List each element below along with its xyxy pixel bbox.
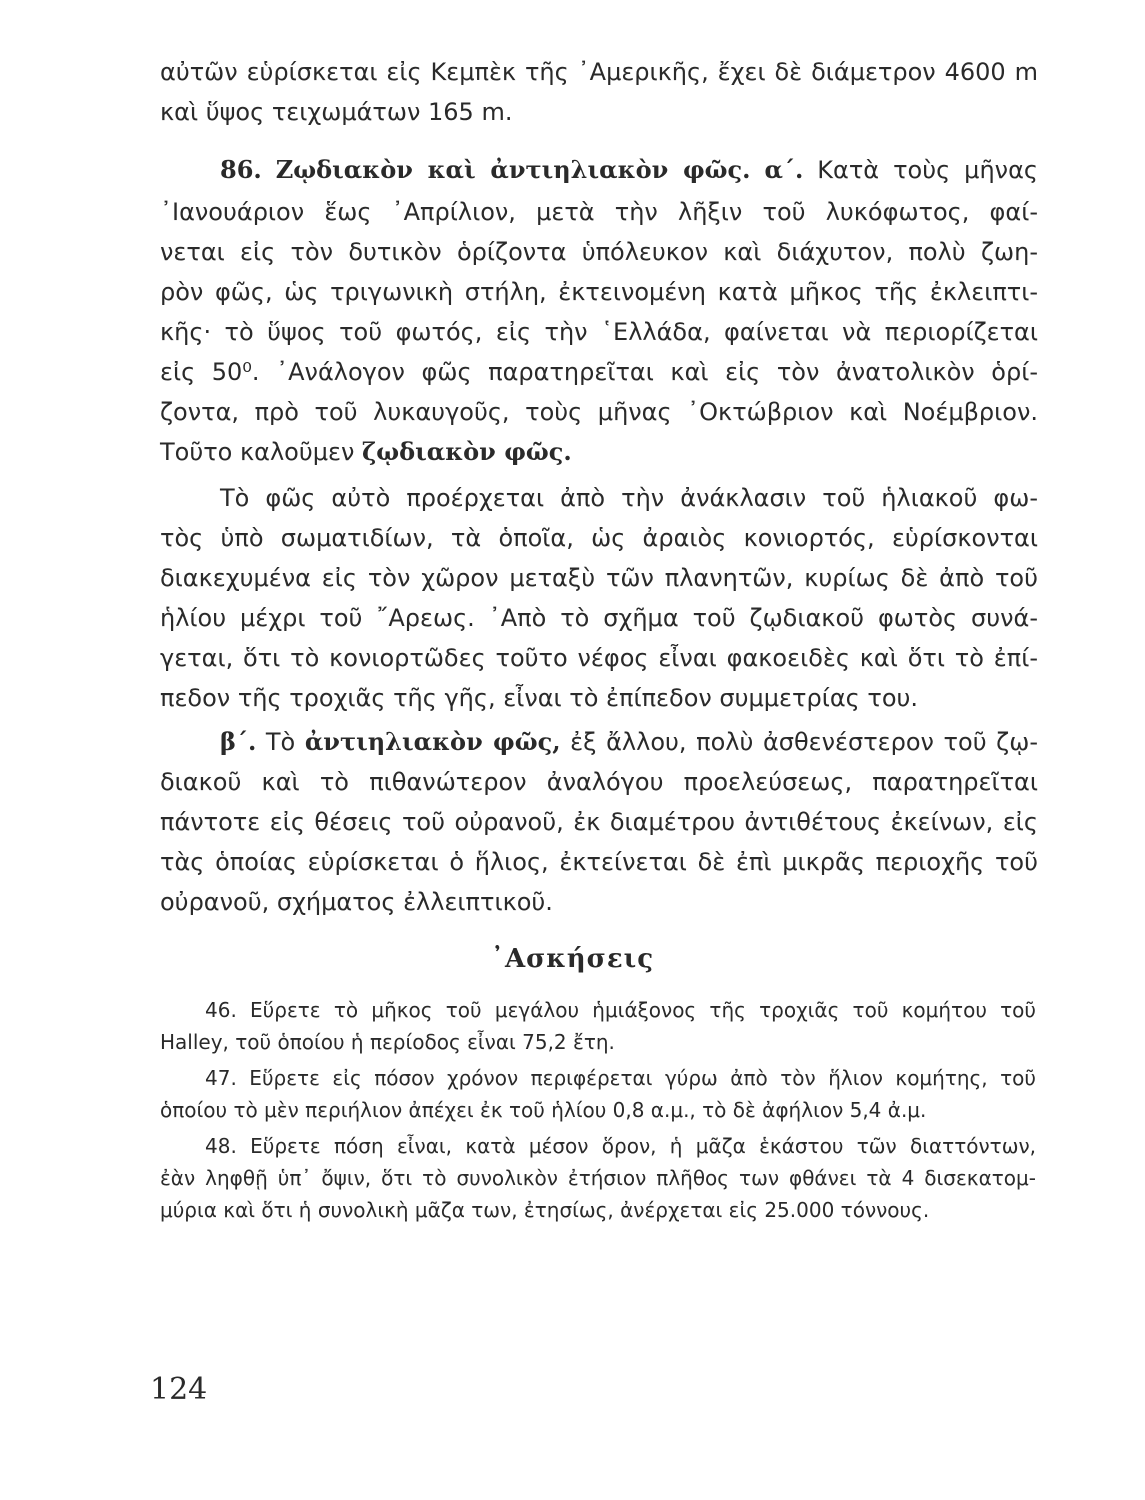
- term-gegenschein: ἀντιηλιακὸν φῶς,: [304, 727, 561, 756]
- exercise-line: ὁποίου τὸ μὲν περιήλιον ἀπέχει ἐκ τοῦ ἡλίου 0,8 α.μ., τὸ δὲ ἀφήλιον 5,4 ἀ.μ.: [160, 1098, 927, 1122]
- exercise-line: ἐὰν ληφθῇ ὑπ᾽ ὄψιν, ὅτι τὸ συνολικὸν ἐτήσιον πλῆθος των φθάνει τὰ 4 δισεκατομ-: [160, 1166, 1036, 1190]
- section-86-title-line: [220, 150, 1038, 190]
- text-fragment: Τὸ: [265, 728, 296, 756]
- section-number: 86.: [220, 155, 262, 184]
- text-line: ἡλίου μέχρι τοῦ ῎Αρεως. ᾽Απὸ τὸ σχῆμα τοῦ ζῳδιακοῦ φωτὸς συνά-: [160, 604, 1038, 632]
- text-line: νεται εἰς τὸν δυτικὸν ὁρίζοντα ὑπόλευκον καὶ διάχυτον, πολὺ ζωη-: [160, 238, 1038, 266]
- text-line: εἰς 50⁰. ᾽Ανάλογον φῶς παρατηρεῖται καὶ εἰς τὸν ἀνατολικὸν ὁρί-: [160, 358, 1038, 386]
- text-line: πάντοτε εἰς θέσεις τοῦ οὐρανοῦ, ἐκ διαμέτρου ἀντιθέτους ἐκείνων, εἰς: [160, 808, 1038, 836]
- text-line: ρὸν φῶς, ὡς τριγωνικὴ στήλη, ἐκτεινομένη κατὰ μῆκος τῆς ἐκλειπτι-: [160, 278, 1038, 306]
- text-line: οὐρανοῦ, σχήματος ἐλλειπτικοῦ.: [160, 888, 553, 916]
- section-title: Ζῳδιακὸν καὶ ἀντιηλιακὸν φῶς.: [275, 155, 751, 184]
- text-line: αὐτῶν εὑρίσκεται εἰς Κεμπὲκ τῆς ᾽Αμερικῆς, ἔχει δὲ διάμετρον 4600 m: [160, 58, 1038, 86]
- exercise-line: 46. Εὕρετε τὸ μῆκος τοῦ μεγάλου ἡμιάξονος τῆς τροχιᾶς τοῦ κομήτου τοῦ: [205, 998, 1036, 1022]
- text-fragment: Κατὰ τοὺς μῆνας: [817, 156, 1038, 184]
- text-line: [160, 432, 1038, 472]
- exercises-heading: ᾽Ασκήσεις: [490, 944, 655, 974]
- text-line: διακεχυμένα εἰς τὸν χῶρον μεταξὺ τῶν πλανητῶν, κυρίως δὲ ἀπὸ τοῦ: [160, 564, 1038, 592]
- exercise-line: 48. Εὕρετε πόση εἶναι, κατὰ μέσον ὅρον, ἡ μᾶζα ἑκάστου τῶν διαττόντων,: [205, 1134, 1036, 1158]
- text-line: γεται, ὅτι τὸ κονιορτῶδες τοῦτο νέφος εἶναι φακοειδὲς καὶ ὅτι τὸ ἐπί-: [160, 644, 1038, 672]
- text-line: διακοῦ καὶ τὸ πιθανώτερον ἀναλόγου προελεύσεως, παρατηρεῖται: [160, 768, 1038, 796]
- part-b-marker: β΄.: [220, 727, 257, 756]
- text-line: τὰς ὁποίας εὑρίσκεται ὁ ἥλιος, ἐκτείνεται δὲ ἐπὶ μικρᾶς περιοχῆς τοῦ: [160, 848, 1038, 876]
- page-number: 124: [150, 1372, 208, 1407]
- text-line: πεδον τῆς τροχιᾶς τῆς γῆς, εἶναι τὸ ἐπίπεδον συμμετρίας του.: [160, 684, 919, 712]
- term-zodiacal-light: ζῳδιακὸν φῶς.: [362, 437, 572, 466]
- text-line: κῆς· τὸ ὕψος τοῦ φωτός, εἰς τὴν ῾Ελλάδα, φαίνεται νὰ περιορίζεται: [160, 318, 1038, 346]
- text-fragment: Τοῦτο καλοῦμεν: [160, 438, 355, 466]
- exercise-line: μύρια καὶ ὅτι ἡ συνολικὴ μᾶζα των, ἐτησίως, ἀνέρχεται εἰς 25.000 τόννους.: [160, 1198, 930, 1222]
- text-line: Τὸ φῶς αὐτὸ προέρχεται ἀπὸ τὴν ἀνάκλασιν τοῦ ἡλιακοῦ φω-: [220, 484, 1038, 512]
- part-a-marker: α΄.: [764, 155, 804, 184]
- text-line: ᾽Ιανουάριον ἕως ᾽Απρίλιον, μετὰ τὴν λῆξιν τοῦ λυκόφωτος, φαί-: [160, 198, 1038, 226]
- text-line: ζοντα, πρὸ τοῦ λυκαυγοῦς, τοὺς μῆνας ᾽Οκτώβριον καὶ Νοέμβριον.: [160, 398, 1038, 426]
- part-b-first-line: [220, 722, 1038, 762]
- text-line: καὶ ὕψος τειχωμάτων 165 m.: [160, 98, 513, 126]
- text-line: τὸς ὑπὸ σωματιδίων, τὰ ὁποῖα, ὡς ἀραιὸς κονιορτός, εὑρίσκονται: [160, 524, 1038, 552]
- text-fragment: ἐξ ἄλλου, πολὺ ἀσθενέστερον τοῦ ζῳ-: [570, 728, 1038, 756]
- exercise-line: Halley, τοῦ ὁποίου ἡ περίοδος εἶναι 75,2 ἔτη.: [160, 1030, 615, 1054]
- exercise-line: 47. Εὕρετε εἰς πόσον χρόνον περιφέρεται γύρω ἀπὸ τὸν ἥλιον κομήτης, τοῦ: [205, 1066, 1036, 1090]
